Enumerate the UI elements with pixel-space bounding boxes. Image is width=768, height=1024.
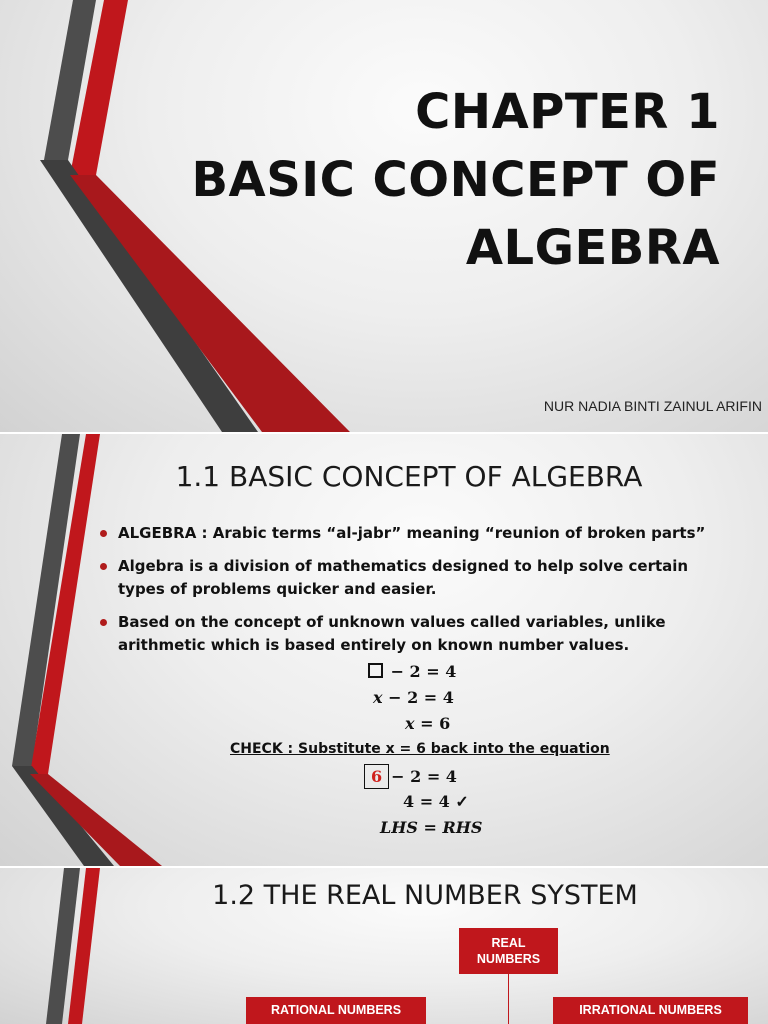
- author-name: NUR NADIA BINTI ZAINUL ARIFIN: [543, 398, 762, 414]
- equation-text: − 2 = 4: [382, 688, 454, 707]
- title-line: BASIC CONCEPT OF: [191, 152, 720, 208]
- equation-lhs-rhs: LHS = RHS: [380, 818, 483, 837]
- equation-text: = 6: [414, 714, 451, 733]
- bullet-list: [100, 522, 740, 667]
- irrational-numbers-node: IRRATIONAL NUMBERS: [553, 997, 748, 1024]
- variable: x: [405, 714, 415, 733]
- slide-title: 1.1 BASIC CONCEPT OF ALGEBRA: [175, 460, 643, 493]
- title-line: CHAPTER 1: [415, 84, 720, 140]
- equation-solution: [405, 714, 450, 733]
- bullet-item: ALGEBRA : Arabic terms “al-jabr” meaning “reunion of broken parts”: [100, 522, 740, 545]
- rational-numbers-node: RATIONAL NUMBERS: [246, 997, 426, 1024]
- content-slide-real-numbers: [0, 868, 768, 1024]
- node-label: REAL NUMBERS: [476, 936, 541, 966]
- equation-x: [373, 688, 454, 707]
- empty-box-icon: [368, 663, 383, 678]
- content-slide-basic-concept: [0, 434, 768, 866]
- equation-check: 4 = 4 ✓: [403, 792, 469, 811]
- equation-text: − 2 = 4: [390, 662, 457, 681]
- tree-connector: [508, 974, 509, 1024]
- title-slide: [0, 0, 768, 432]
- bullet-item: Algebra is a division of mathematics designed to help solve certain types of problems quicker and easier.: [100, 555, 740, 601]
- equation-text: − 2 = 4: [391, 767, 457, 786]
- equation-substituted: [364, 764, 457, 789]
- title-line: ALGEBRA: [465, 220, 720, 276]
- chapter-title: [191, 78, 720, 282]
- variable: x: [373, 688, 383, 707]
- substituted-value: 6: [364, 764, 389, 789]
- real-numbers-node: [459, 928, 558, 974]
- equation-box: [368, 662, 456, 681]
- check-note: CHECK : Substitute x = 6 back into the equation: [230, 741, 610, 757]
- slide-title: 1.2 THE REAL NUMBER SYSTEM: [212, 880, 638, 911]
- bullet-item: Based on the concept of unknown values called variables, unlike arithmetic which is based entirely on known number values.: [100, 611, 740, 657]
